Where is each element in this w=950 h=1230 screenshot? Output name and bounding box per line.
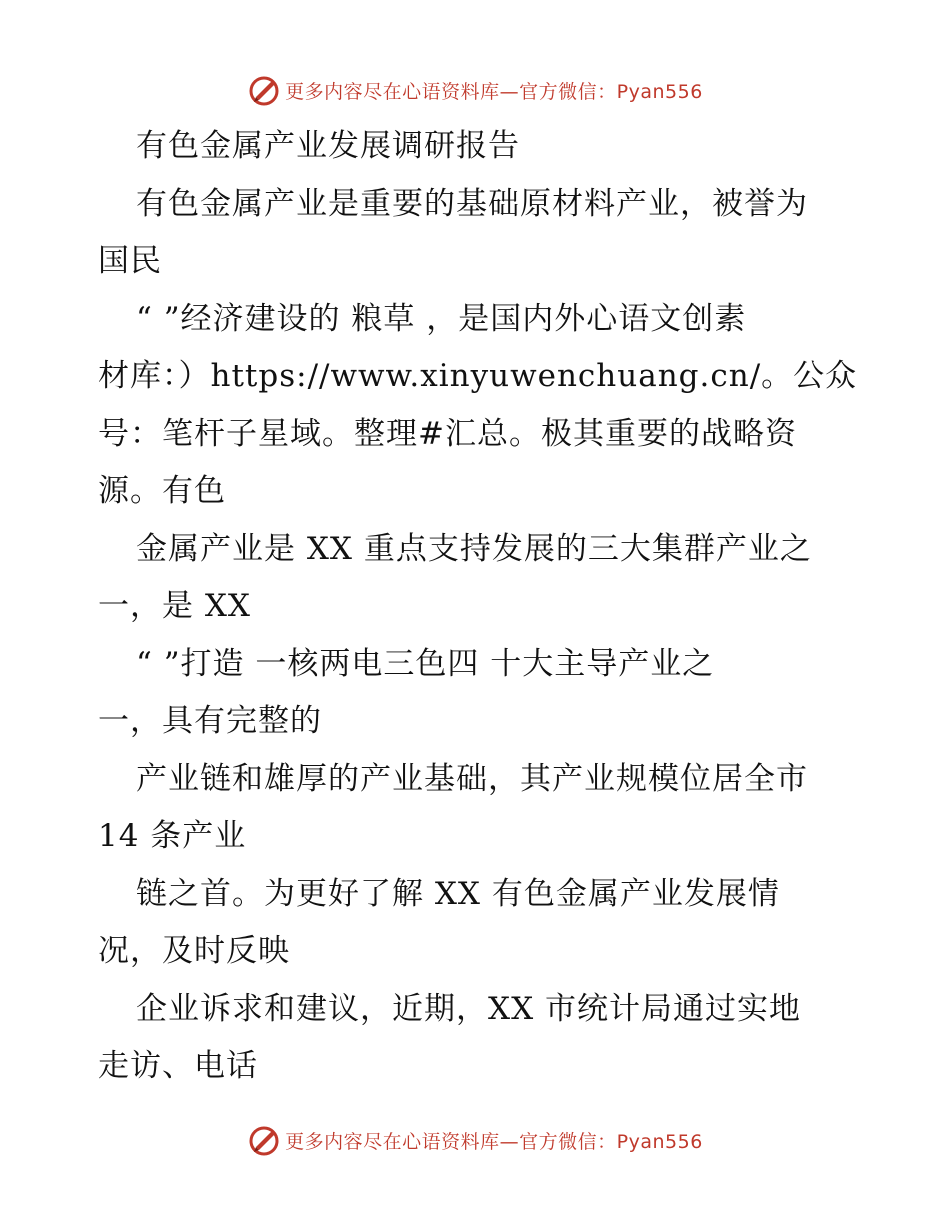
paragraph-line: 况，及时反映 xyxy=(98,933,290,969)
quill-seal-icon xyxy=(247,73,281,107)
quill-seal-icon xyxy=(247,1123,281,1157)
watermark-wechat-id: Pyan556 xyxy=(616,1130,703,1153)
watermark-wechat-id: Pyan556 xyxy=(616,80,703,103)
footer-watermark xyxy=(0,1120,950,1160)
paragraph-line: “ ”经济建设的 粮草 ，是国内外心语文创素 xyxy=(136,300,747,337)
watermark-text: 更多内容尽在心语资料库—官方微信：Pyan556 xyxy=(285,1130,703,1153)
paragraph-line: 有色金属产业是重要的基础原材料产业，被誉为 xyxy=(136,185,808,222)
paragraph-line: 号：笔杆子星域。整理#汇总。极其重要的战略资 xyxy=(98,415,797,452)
paragraph-line: 产业链和雄厚的产业基础，其产业规模位居全市 xyxy=(136,760,808,797)
document-title: 有色金属产业发展调研报告 xyxy=(136,128,520,164)
paragraph-line: 金属产业是 XX 重点支持发展的三大集群产业之 xyxy=(136,530,812,567)
paragraph-line: 国民 xyxy=(98,243,162,279)
paragraph-line: 企业诉求和建议，近期，XX 市统计局通过实地 xyxy=(136,990,801,1027)
paragraph-line: 链之首。为更好了解 XX 有色金属产业发展情 xyxy=(136,875,780,912)
paragraph-line: 材库：）https://www.xinyuwenchuang.cn/。公众 xyxy=(98,358,858,394)
paragraph-line: 走访、电话 xyxy=(98,1048,258,1084)
document-body xyxy=(98,118,858,1096)
paragraph-line: 一，具有完整的 xyxy=(98,703,322,739)
paragraph-line: “ ”打造 一核两电三色四 十大主导产业之 xyxy=(136,645,715,682)
header-watermark xyxy=(0,70,950,110)
paragraph-line: 14 条产业 xyxy=(98,818,247,854)
paragraph-line: 一，是 XX xyxy=(98,588,251,624)
watermark-text: 更多内容尽在心语资料库—官方微信：Pyan556 xyxy=(285,80,703,103)
paragraph-line: 源。有色 xyxy=(98,473,226,509)
